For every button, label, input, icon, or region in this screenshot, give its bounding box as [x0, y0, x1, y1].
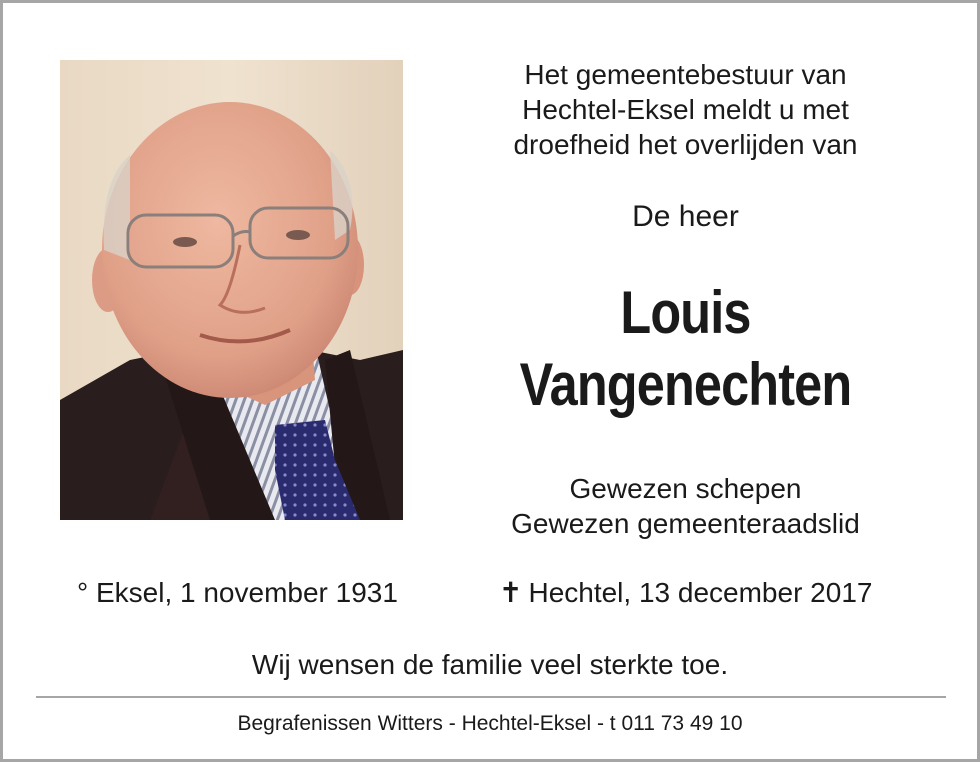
intro-line: droefheid het overlijden van — [513, 129, 858, 160]
cross-icon: ✝ — [499, 577, 523, 608]
salutation: De heer — [632, 200, 739, 233]
intro-text — [428, 57, 943, 162]
first-name: Louis — [620, 279, 751, 346]
deceased-name — [457, 277, 915, 421]
death-text: Hechtel, 13 december 2017 — [528, 577, 873, 608]
intro-line: Hechtel-Eksel meldt u met — [522, 94, 849, 125]
death-info — [499, 575, 872, 611]
intro-line: Het gemeentebestuur van — [524, 59, 847, 90]
last-name: Vangenechten — [519, 351, 852, 418]
role-item: Gewezen schepen — [569, 473, 802, 504]
divider — [36, 696, 946, 698]
portrait-photo — [60, 60, 403, 520]
roles-list — [428, 471, 943, 541]
birth-info: ° Eksel, 1 november 1931 — [77, 577, 398, 608]
role-item: Gewezen gemeenteraadslid — [511, 508, 860, 539]
condolence-message: Wij wensen de familie veel sterkte toe. — [251, 649, 729, 680]
funeral-home-footer: Begrafenissen Witters - Hechtel-Eksel - t 011 73 49 10 — [237, 712, 743, 735]
